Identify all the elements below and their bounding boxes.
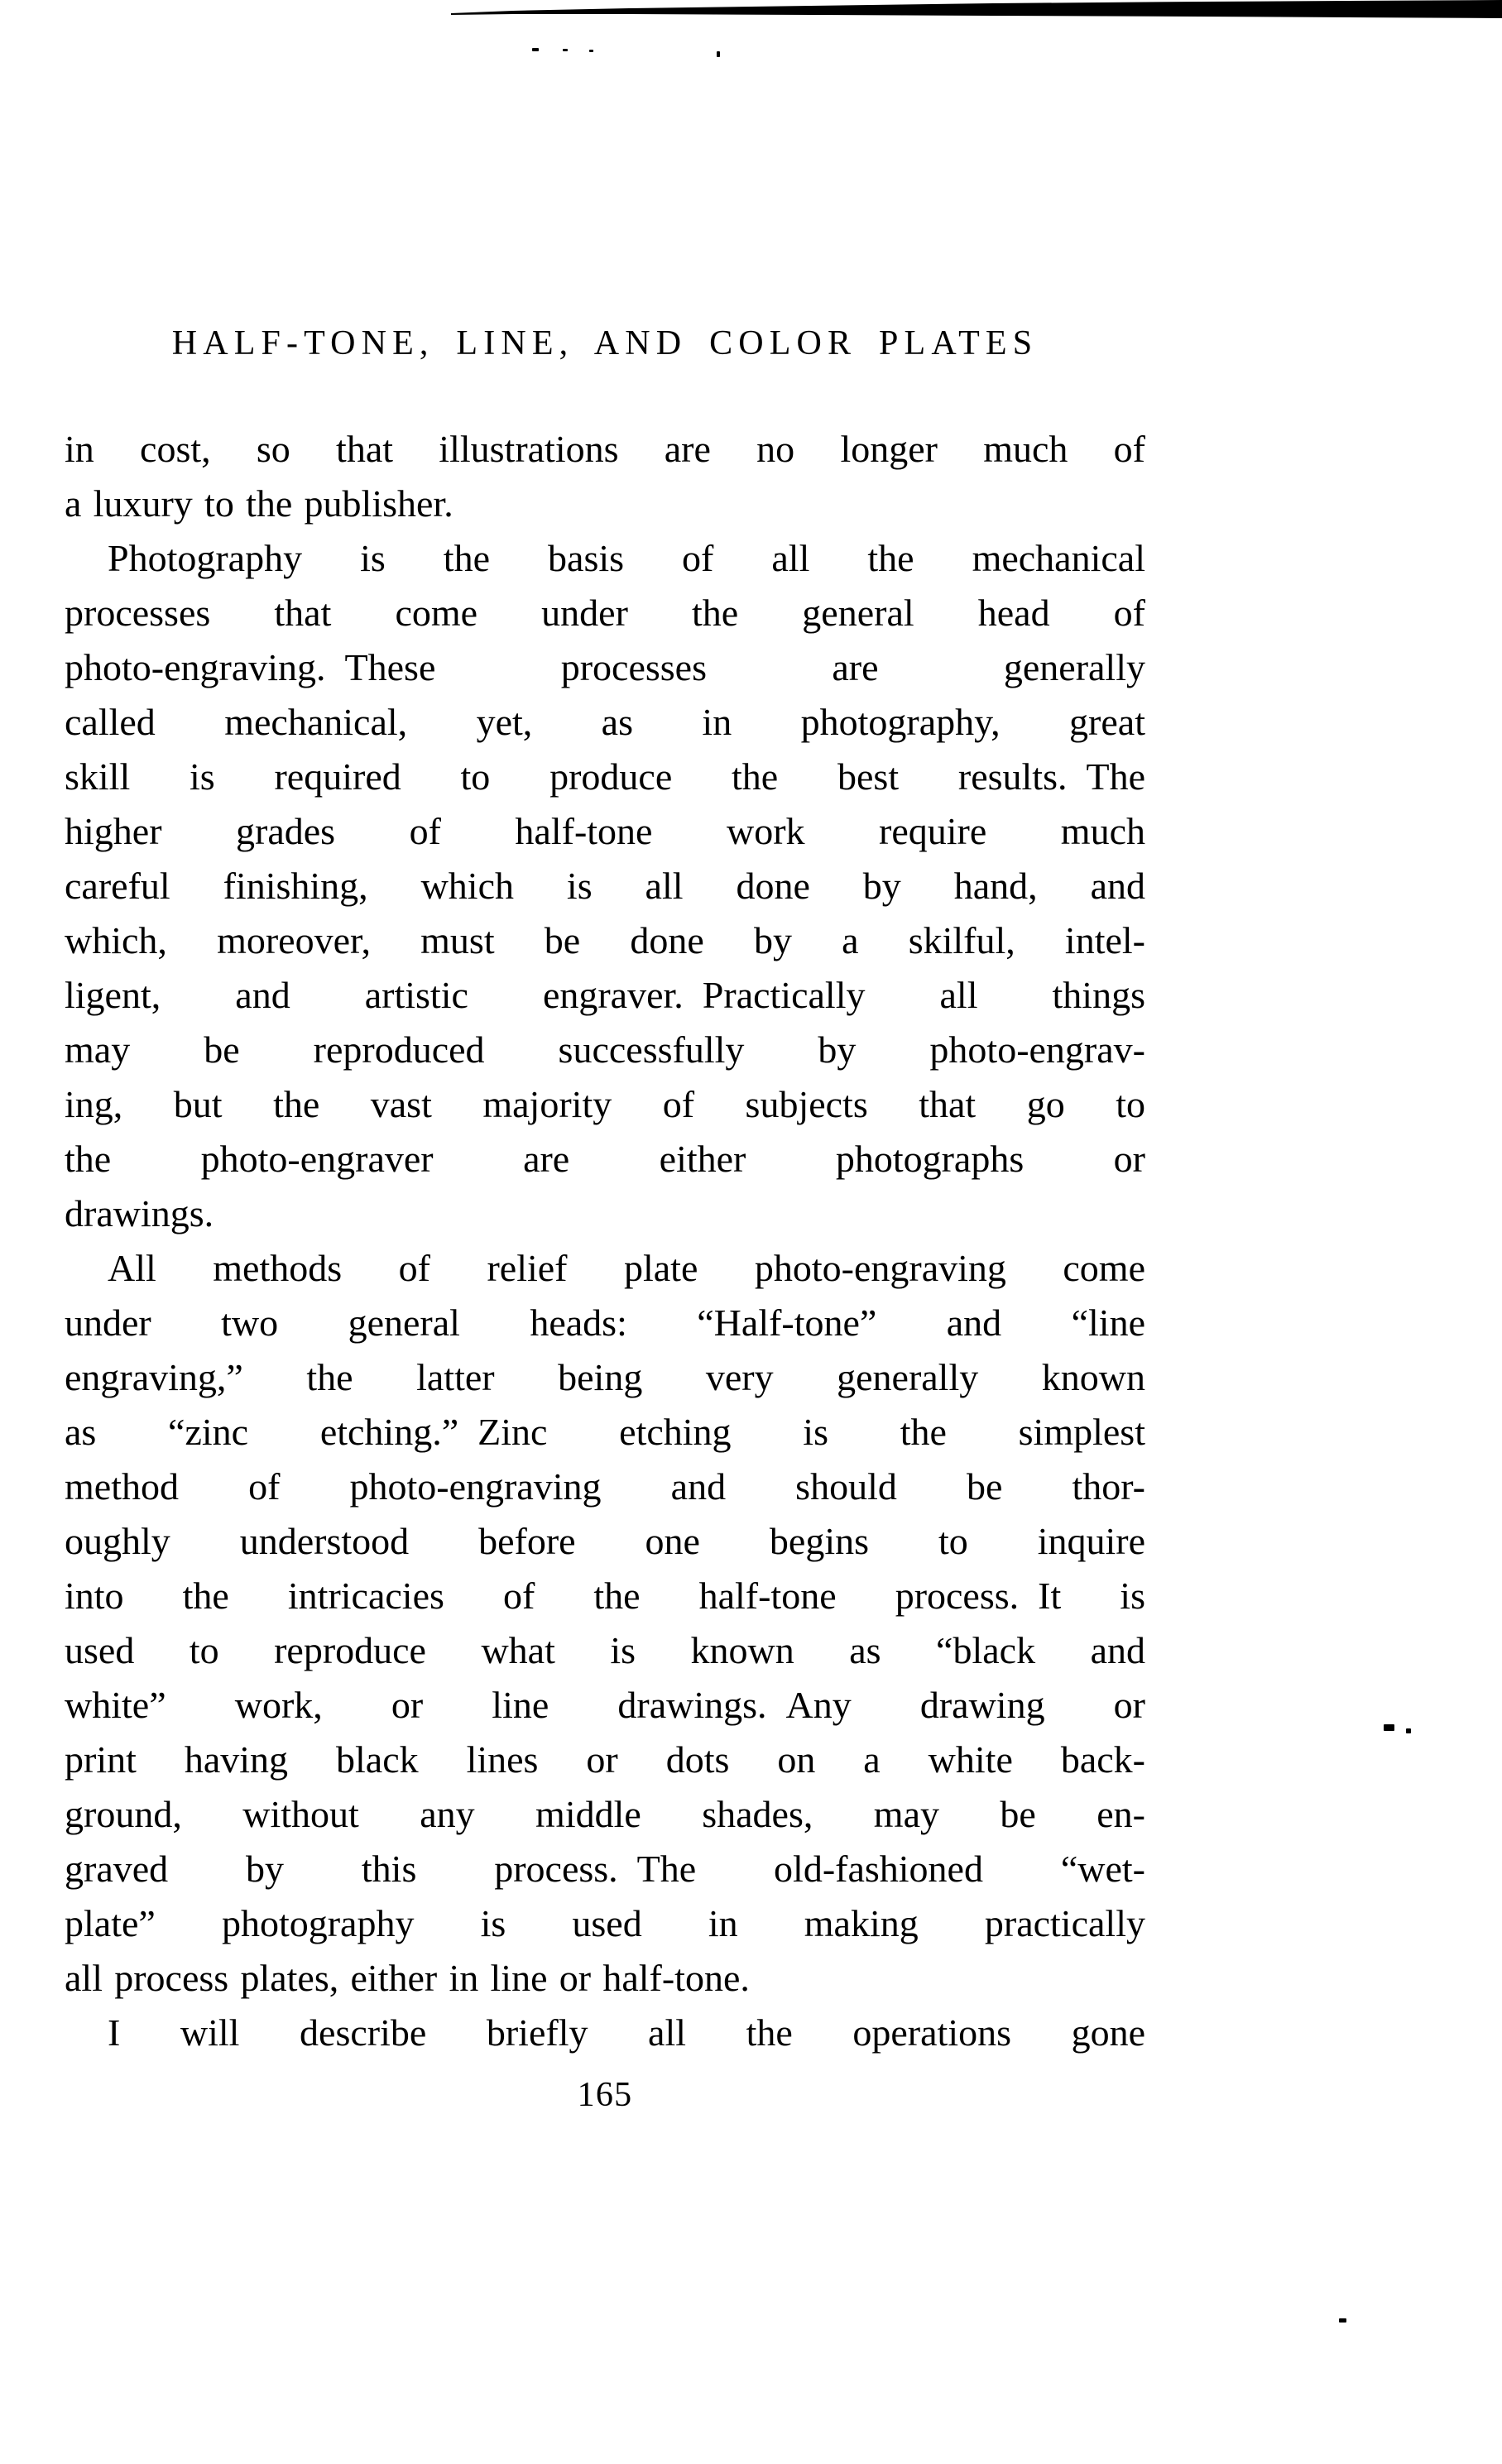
text-line: may be reproduced successfully by photo-engrav- xyxy=(65,1028,1145,1071)
text-line: drawings. xyxy=(65,1192,214,1234)
text-line: I will describe briefly all the operations gone xyxy=(108,2011,1145,2054)
text-line: ligent, and artistic engraver. Practically all things xyxy=(65,974,1145,1016)
text-line: graved by this process. The old-fashioned “wet- xyxy=(65,1848,1145,1890)
text-line: Photography is the basis of all the mechanical xyxy=(108,537,1145,579)
text-line: a luxury to the publisher. xyxy=(65,482,453,525)
text-line: white” work, or line drawings. Any drawing or xyxy=(65,1684,1145,1726)
scan-speck xyxy=(1384,1724,1394,1731)
text-line: careful finishing, which is all done by hand, and xyxy=(65,865,1145,907)
text-line: oughly understood before one begins to inquire xyxy=(65,1520,1145,1562)
page-title: HALF-TONE, LINE, AND COLOR PLATES xyxy=(171,324,1039,362)
text-line: ground, without any middle shades, may be en- xyxy=(65,1793,1145,1835)
text-line: photo-engraving. These processes are generally xyxy=(65,646,1145,688)
scan-speck xyxy=(1339,2318,1346,2323)
text-line: under two general heads: “Half-tone” and “line xyxy=(65,1302,1145,1344)
text-line: which, moreover, must be done by a skilful, intel- xyxy=(65,919,1145,961)
page-number: 165 xyxy=(577,2076,633,2114)
text-line: in cost, so that illustrations are no longer much of xyxy=(65,428,1145,470)
text-line: skill is required to produce the best results. The xyxy=(65,755,1145,798)
text-line: engraving,” the latter being very generally known xyxy=(65,1356,1145,1398)
text-line: the photo-engraver are either photographs or xyxy=(65,1138,1145,1180)
scan-speck xyxy=(1406,1728,1411,1733)
text-line: All methods of relief plate photo-engraving come xyxy=(108,1247,1145,1289)
text-line: into the intricacies of the half-tone process. It is xyxy=(65,1575,1145,1617)
text-line: print having black lines or dots on a white back- xyxy=(65,1738,1145,1781)
text-line: used to reproduce what is known as “black and xyxy=(65,1629,1145,1671)
text-line: plate” photography is used in making practically xyxy=(65,1902,1145,1944)
text-line: all process plates, either in line or half-tone. xyxy=(65,1957,750,1999)
text-line: called mechanical, yet, as in photography, great xyxy=(65,701,1145,743)
text-line: ing, but the vast majority of subjects that go to xyxy=(65,1083,1145,1125)
text-line: processes that come under the general head of xyxy=(65,592,1145,634)
text-line: higher grades of half-tone work require much xyxy=(65,810,1145,852)
text-column xyxy=(65,0,1145,2120)
text-line: as “zinc etching.” Zinc etching is the simplest xyxy=(65,1411,1145,1453)
body-text xyxy=(65,422,1145,2060)
text-line: method of photo-engraving and should be thor- xyxy=(65,1465,1145,1508)
